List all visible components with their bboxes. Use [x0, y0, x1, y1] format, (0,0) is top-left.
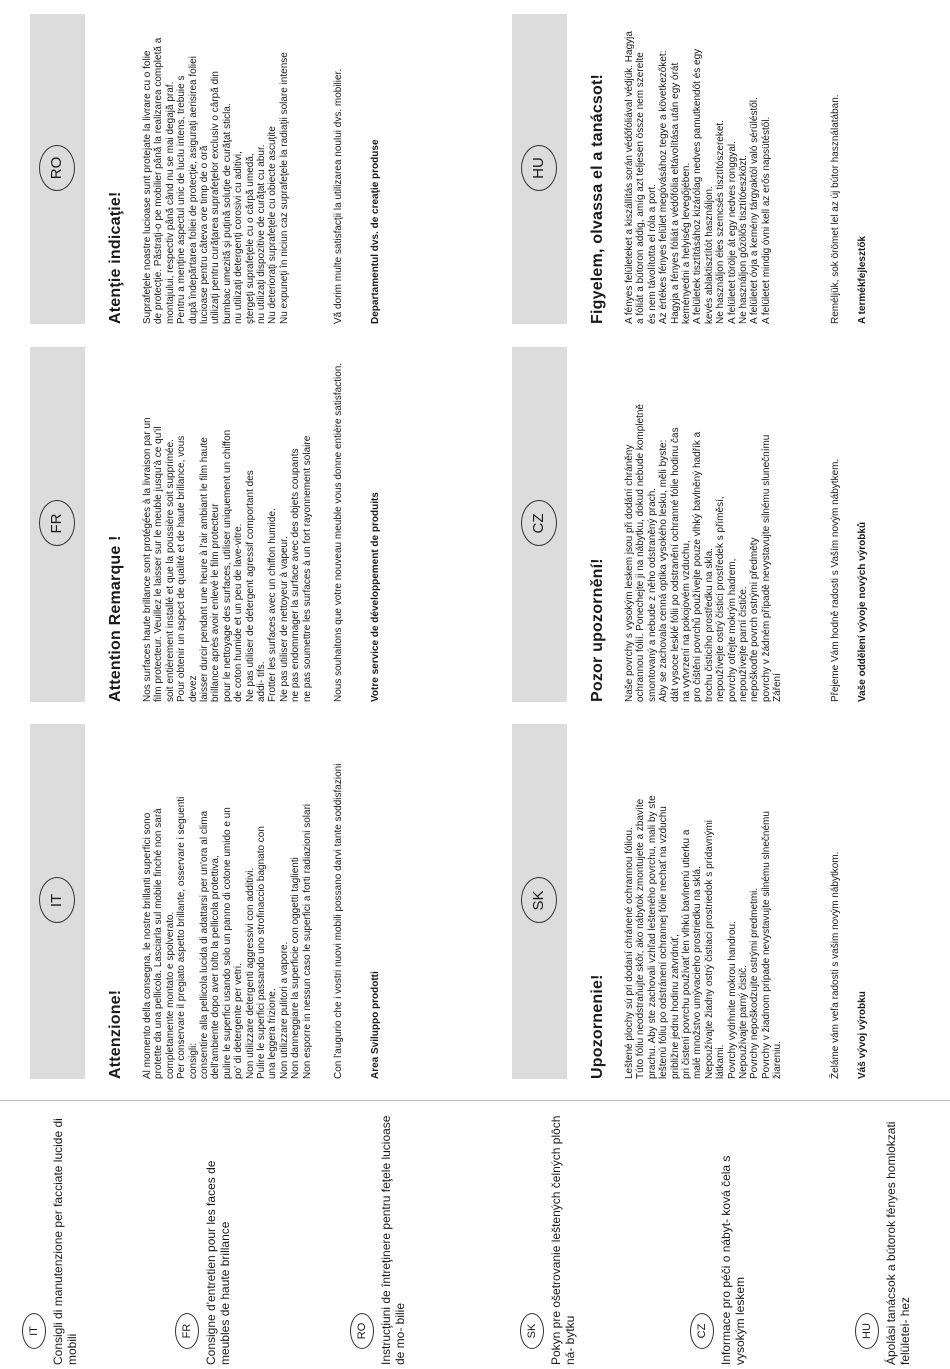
text-line: nepoškoďte povrch ostrými předměty [749, 537, 761, 702]
text-line: pro čištění povrchů používejte pouze vlhký bavlněný hadřík a [692, 431, 704, 702]
toc-badge-cz: CZ [690, 1313, 714, 1349]
section-badge-hu: HU [521, 145, 557, 191]
section-closing-cz: Přejeme Vám hodně radosti s Vaším novým nábytkem. [830, 458, 841, 702]
text-line: de coton humide et un peu de lave-vitre. [233, 523, 245, 702]
text-line: ne pas soumettre les surfaces à un fort rayonnement solaire [301, 435, 313, 702]
text-line: látkami. [715, 1044, 727, 1079]
section-body-ro [142, 14, 290, 324]
section-signature-it: Area Sviluppo prodotti [370, 971, 381, 1079]
section-tab-it [30, 724, 85, 1079]
section-closing-it: Con l'augurio che i vostri nuovi mobili possano darvi tante soddisfazioni [333, 763, 344, 1079]
section-heading-sk: Upozornenie! [589, 974, 606, 1079]
text-line: A felületet törölje át egy nedves ronggyal. [726, 141, 738, 324]
text-line: de protecţie. Păstraţi-o pe mobilier până la realizarea completă a [153, 37, 165, 324]
text-line: Túto fóliu neodstraňujte skôr, ako nábytok zmontujete a zbavíte [635, 798, 647, 1079]
text-line: Nepoužívajte parný čistič. [738, 965, 750, 1079]
text-line: ochrannou fólií. Ponechejte ji na nábytku, dokud nebude kompletně [635, 404, 647, 702]
text-line: addi- tifs. [256, 661, 268, 702]
toc-title-fr: Consigne d'entretien pour les faces de meubles de haute brillance [204, 1160, 232, 1365]
section-closing-ro: Vă dorim multe satisfacţii la utilizarea noului dvs. mobilier. [333, 68, 344, 324]
toc-strip [0, 1100, 950, 1369]
toc-badge-hu: HU [855, 1313, 879, 1349]
section-closing-sk: Želáme vám veľa radosti s vašim novým nábytkom. [830, 851, 841, 1079]
text-line: A felületek tisztításához kizárólag nedves pamutkendőt és egy [692, 48, 704, 324]
text-line: după îndepărtarea foliei de protecţie, asiguraţi aerisirea foliei [187, 56, 199, 324]
text-line: nu utilizaţi detergenţi corosivi cu aditivi, [233, 151, 245, 324]
text-line: dell'ambiente dopo aver tolto la pellicola protettiva, [210, 855, 222, 1079]
toc-title-sk: Pokyn pre ošetrovanie leštených čelných plôch ná- bytku [549, 1115, 577, 1365]
text-line: Povrchy nepoškodzujte ostrými predmetmi. [749, 887, 761, 1079]
section-tab-fr [30, 347, 85, 702]
toc-title-hu: Ápolási tanácsok a bútorok fényes homlokzati felületei- hez [884, 1121, 912, 1365]
text-line: malé množstvo umývacieho prostriedku na sklá. [692, 866, 704, 1079]
text-line: utilizaţi pentru curăţarea suprafeţelor exclusiv o cârpă din [210, 71, 222, 324]
text-line: žiareniu. [772, 1041, 784, 1079]
text-line: A felületet óvja a kemény tárgyaktól való sérüléstől. [749, 97, 761, 324]
text-line: pri čistení povrchu používať len vlhkú bavlnenú utierku a [681, 829, 693, 1079]
text-line: keményedni a helyiség levegőjében. [681, 162, 693, 324]
section-heading-cz: Pozor upozornění! [589, 558, 606, 702]
text-line: Nos surfaces haute brillance sont protégées à la livraison par un [142, 417, 153, 702]
toc-badge-sk: SK [520, 1313, 544, 1349]
text-line: Hagyja a fényes fóliát a védőfólia eltávolítása után egy órát [669, 62, 681, 324]
section-body-sk [624, 724, 784, 1079]
text-line: laisser durcir pendant une heure à l'air ambiant le film haute [199, 437, 211, 702]
text-line: Non esporre in nessun caso le superfici a forti radiazioni solari [301, 803, 313, 1079]
text-line: Povrchy vydrhnite mokrou handrou. [726, 921, 738, 1079]
section-badge-sk: SK [521, 878, 557, 924]
text-line: Frotter les surfaces avec un chiffon humide. [267, 508, 279, 702]
section-tab-ro [30, 14, 85, 324]
toc-title-cz: Informace pro péči o nábyt- ková čela s vysokým leskem [719, 1155, 747, 1365]
text-line: nepoužívejte parní čističe. [738, 586, 750, 702]
text-line: dát vysoce lesklé fólii po odstranění ochranné fólie hodinu čas [669, 427, 681, 702]
section-signature-hu: A termékfejlesztők [857, 236, 868, 324]
text-line: prachu. Aby ste zachovali vzhľad lešteného povrchu, mali by ste [646, 795, 658, 1079]
section-body-hu [624, 14, 772, 324]
text-line: po' di detergente per vetri. [233, 963, 245, 1079]
section-closing-fr: Nous souhaitons que votre nouveau meuble vous donne entière satisfaction. [333, 362, 344, 702]
text-line: Suprafeţele noastre lucioase sunt protejate la livrare cu o folie [142, 50, 153, 324]
toc-badge-ro: RO [350, 1313, 374, 1349]
section-it [30, 724, 430, 1079]
text-line: pour le nettoyage des surfaces, utiliser uniquement un chiffon [221, 429, 233, 702]
section-badge-cz: CZ [521, 501, 557, 547]
text-line: povrchy v žádném případě nevystavujte silnému slunečnímu [760, 434, 772, 702]
text-line: Ne használjon éles szemcsés tisztítószereket. [715, 120, 727, 324]
section-hu [512, 14, 922, 324]
section-sk [512, 724, 922, 1079]
text-line: približne jednu hodinu zatvrdnúť, [669, 934, 681, 1079]
text-line: Pulire le superfici passando uno strofinaccio bagnato con [256, 826, 268, 1079]
section-badge-it: IT [39, 878, 75, 924]
toc-badge-it: IT [22, 1313, 46, 1349]
section-heading-it: Attenzione! [107, 989, 124, 1079]
text-line: Ne használjon gőzölős tisztítóeszközt. [738, 155, 750, 324]
text-line: protette da una pellicola. Lasciarla sul mobile finché non sarà [153, 808, 165, 1079]
text-line: kevés ablaktisztítót használjon. [703, 186, 715, 324]
text-line: Non utilizzare detergenti aggressivi con additivi. [244, 867, 256, 1079]
text-line: pulire le superfici usando solo un panno di cotone umido e un [221, 807, 233, 1079]
text-line: soit entièrement installé et que la poussière soit supprimée. [164, 439, 176, 702]
text-line: leštenú fóliu po odstránení ochrannej fólie nechať na vzduchu [658, 806, 670, 1079]
text-line: Nu expuneţi în niciun caz suprafeţele la radiaţii solare intense [278, 52, 290, 324]
text-line: nu utilizaţi dispozitive de curăţat cu abur. [256, 144, 268, 324]
text-line: Non danneggiare la superficie con oggetti taglienti [290, 857, 302, 1079]
section-badge-fr: FR [39, 501, 75, 547]
text-line: Per conservare il pregiato aspetto brillante, osservare i seguenti [176, 796, 188, 1079]
text-line: consentire alla pellicola lucida di adattarsi per un'ora al clima [199, 810, 211, 1079]
section-tab-cz [512, 347, 567, 702]
toc-title-ro: Instrucţiuni de întreţinere pentru feţele lucioase de mo- bilie [379, 1115, 407, 1365]
text-line: ne pas endommager la surface avec des objets coupants [290, 448, 302, 702]
text-line: povrchy otřejte mokrým hadrem, [726, 558, 738, 702]
toc-badge-fr: FR [175, 1313, 199, 1349]
text-line: Aby se zachovala cenná optika vysokého lesku, měli byste: [658, 439, 670, 702]
text-line: Naše povrchy s vysokým leskem jsou při dodání chráněny [624, 444, 635, 702]
text-line: nepoužívejte ostrý čisticí prostředek s příměsí, [715, 496, 727, 702]
toc-title-it: Consigli di manutenzione per facciate lucide di mobili [51, 1118, 79, 1365]
text-line: devez [187, 675, 199, 702]
section-body-cz [624, 347, 784, 702]
text-line: Az értékes fényes felület megóvásához tegye a következőket: [658, 50, 670, 324]
section-cz [512, 347, 922, 702]
text-line: Pour obtenir un aspect de qualité et de haute brillance, vous [176, 435, 188, 702]
text-line: completamente montato e spolverato. [164, 911, 176, 1079]
section-tab-sk [512, 724, 567, 1079]
text-line: Povrchy v žiadnom prípade nevystavujte silnému slnečnému [760, 811, 772, 1079]
text-line: Al momento della consegna, le nostre brillanti superfici sono [142, 812, 153, 1079]
section-tab-hu [512, 14, 567, 324]
section-body-it [142, 724, 313, 1079]
section-body-fr [142, 347, 313, 702]
text-line: smontovaný a nebude z něho odstraněný prach. [646, 487, 658, 702]
section-heading-hu: Figyelem, olvassa el a tanácsot! [589, 73, 606, 324]
text-line: Pentru a menţine aspectul unic de lucIu intens, trebuie s [176, 75, 188, 324]
text-line: A felületet mindig óvni kell az erős napsütéstől. [760, 116, 772, 324]
text-line: ştergeţi suprafeţele cu o cârpă umedă, [244, 153, 256, 324]
section-signature-ro: Departamentul dvs. de creaţie produse [370, 139, 381, 324]
text-line: film protecteur. Veuillez le laisser sur le meuble jusqu'à ce qu'il [153, 426, 165, 702]
text-line: brillance après avoir enlevé le film protecteur [210, 503, 222, 702]
section-heading-ro: Atenţie indicaţie! [107, 191, 124, 324]
section-heading-fr: Attention Remarque ! [107, 535, 124, 702]
section-signature-sk: Váš vývoj výrobku [857, 991, 868, 1079]
text-line: una leggera frizione. [267, 988, 279, 1079]
text-line: trochu čisticího prostředku na skla. [703, 548, 715, 702]
text-line: Non utilizzare pulitori a vapore. [278, 941, 290, 1079]
text-line: A fényes felületeket a kiszállítás során védőfóliával védjük. Hagyja [624, 31, 635, 324]
text-line: Nepoužívajte žiadny ostrý čistiaci prostriedok s prídavnými [703, 820, 715, 1079]
section-signature-cz: Vaše oddělení vývoje nových výrobků [857, 521, 868, 702]
text-line: montajului, respectiv până când nu se mai degajă praf. [164, 81, 176, 324]
text-line: na vytvrzení na pokojovém vzduchu, [681, 540, 693, 702]
text-line: Leštené plochy sú pri dodaní chránené ochrannou fóliou. [624, 827, 635, 1079]
text-line: Nu deterioraţi suprafeţele cu obiecte ascuţite [267, 126, 279, 324]
text-line: bumbac umezită şi puţină soluţie de curăţat sticla. [221, 103, 233, 324]
text-line: a fóliát a bútoron addig, amíg azt teljesen össze nem szerelte [635, 52, 647, 324]
section-signature-fr: Votre service de développement de produits [370, 492, 381, 702]
text-line: Ne pas utiliser de détergent agressif comportant des [244, 470, 256, 702]
text-line: lucioase pentru câteva ore timp de o oră [199, 145, 211, 324]
text-line: consigli: [187, 1042, 199, 1079]
section-fr [30, 347, 430, 702]
section-closing-hu: Reméljük, sok örömet lel az új bútor használatában. [830, 94, 841, 324]
text-line: Ne pas utiliser de nettoyeur à vapeur. [278, 536, 290, 702]
section-ro [30, 14, 430, 324]
section-badge-ro: RO [39, 145, 75, 191]
text-line: és nem távolította el róla a port. [646, 183, 658, 324]
text-line: Záření [772, 673, 784, 702]
